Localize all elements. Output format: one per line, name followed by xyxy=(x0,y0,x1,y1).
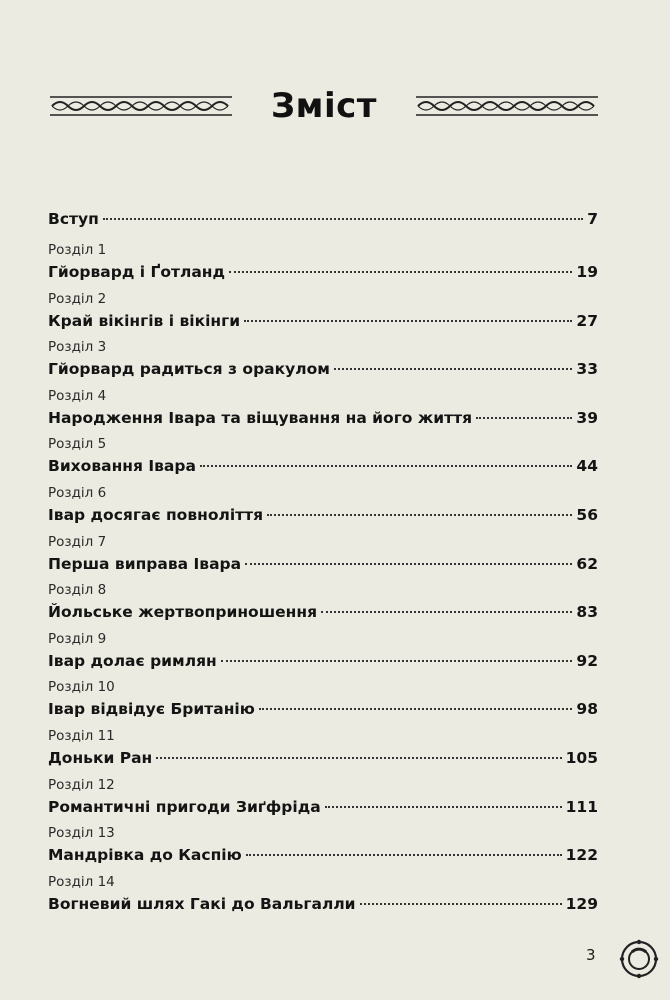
dot-leader xyxy=(200,465,572,467)
chapter-label: Розділ 12 xyxy=(48,776,115,793)
toc-entry[interactable] xyxy=(48,870,598,919)
chapter-label: Розділ 10 xyxy=(48,679,115,696)
dot-leader xyxy=(321,611,572,613)
chapter-label: Розділ 2 xyxy=(48,290,107,307)
entry-page: 92 xyxy=(576,651,598,670)
entry-title: Івар долає римлян xyxy=(48,651,217,670)
entry-page: 83 xyxy=(576,603,598,622)
entry-title: Виховання Івара xyxy=(48,457,196,476)
chapter-label: Розділ 13 xyxy=(48,825,115,842)
table-of-contents xyxy=(48,204,598,918)
entry-title: Перша виправа Івара xyxy=(48,554,242,573)
chapter-label: Розділ 14 xyxy=(48,873,115,890)
entry-title: Гйорвард радиться з оракулом xyxy=(48,360,330,379)
toc-entry[interactable] xyxy=(48,287,598,336)
entry-title: Край вікінгів і вікінги xyxy=(48,311,241,330)
entry-page: 7 xyxy=(587,210,598,228)
entry-title: Доньки Ран xyxy=(48,748,153,767)
dot-leader xyxy=(267,514,572,516)
entry-title: Мандрівка до Каспію xyxy=(48,846,242,865)
toc-entry[interactable] xyxy=(48,432,598,481)
toc-entry[interactable] xyxy=(48,530,598,579)
toc-entry[interactable] xyxy=(48,481,598,530)
entry-page: 39 xyxy=(576,408,598,427)
dot-leader xyxy=(221,660,573,662)
toc-entry[interactable] xyxy=(48,724,598,773)
entry-title: Йольське жертвоприношення xyxy=(48,603,318,622)
entry-page: 62 xyxy=(576,554,598,573)
entry-page: 129 xyxy=(565,894,598,913)
entry-title: Народження Івара та віщування на його життя xyxy=(48,408,473,427)
entry-page: 27 xyxy=(576,311,598,330)
dot-leader xyxy=(325,806,562,808)
toc-entry-intro[interactable] xyxy=(48,204,598,234)
dot-leader xyxy=(244,320,572,322)
left-ornament-icon xyxy=(48,95,234,117)
entry-title: Івар досягає повноліття xyxy=(48,505,264,524)
toc-entry[interactable] xyxy=(48,238,598,287)
dot-leader xyxy=(360,903,562,905)
page-title: Зміст xyxy=(271,86,377,126)
entry-page: 111 xyxy=(565,797,598,816)
chapter-label: Розділ 6 xyxy=(48,484,107,501)
chapter-label: Розділ 1 xyxy=(48,242,107,258)
entry-title: Гйорвард і Ґотланд xyxy=(48,263,226,281)
chapter-label: Розділ 9 xyxy=(48,630,107,647)
dot-leader xyxy=(476,417,572,419)
toc-entry[interactable] xyxy=(48,384,598,433)
dot-leader xyxy=(156,757,561,759)
right-ornament-icon xyxy=(414,95,600,117)
entry-page: 98 xyxy=(576,700,598,719)
entry-page: 105 xyxy=(565,748,598,767)
toc-entry[interactable] xyxy=(48,335,598,384)
entry-page: 19 xyxy=(576,263,598,281)
dot-leader xyxy=(246,854,562,856)
entry-title: Вогневий шлях Гакі до Вальгалли xyxy=(48,894,356,913)
dot-leader xyxy=(259,708,573,710)
chapter-label: Розділ 5 xyxy=(48,436,107,453)
entry-page: 44 xyxy=(576,457,598,476)
entry-title: Вступ xyxy=(48,210,99,228)
entry-page: 122 xyxy=(565,846,598,865)
chapter-label: Розділ 8 xyxy=(48,582,107,599)
toc-entry[interactable] xyxy=(48,773,598,822)
dot-leader xyxy=(103,218,583,220)
chapter-label: Розділ 11 xyxy=(48,727,115,744)
entry-title: Романтичні пригоди Зиґфріда xyxy=(48,797,321,816)
toc-entry[interactable] xyxy=(48,627,598,676)
entry-page: 56 xyxy=(576,505,598,524)
dot-leader xyxy=(245,563,572,565)
dot-leader xyxy=(229,271,572,273)
toc-header xyxy=(48,84,600,128)
toc-entry[interactable] xyxy=(48,578,598,627)
toc-entry[interactable] xyxy=(48,821,598,870)
entry-page: 33 xyxy=(576,360,598,379)
toc-entry[interactable] xyxy=(48,675,598,724)
compass-emblem-icon xyxy=(618,938,660,980)
chapter-label: Розділ 4 xyxy=(48,387,107,404)
chapter-label: Розділ 3 xyxy=(48,339,107,356)
chapter-label: Розділ 7 xyxy=(48,533,107,550)
page-number: 3 xyxy=(586,946,596,964)
dot-leader xyxy=(334,368,573,370)
entry-title: Івар відвідує Британію xyxy=(48,700,255,719)
